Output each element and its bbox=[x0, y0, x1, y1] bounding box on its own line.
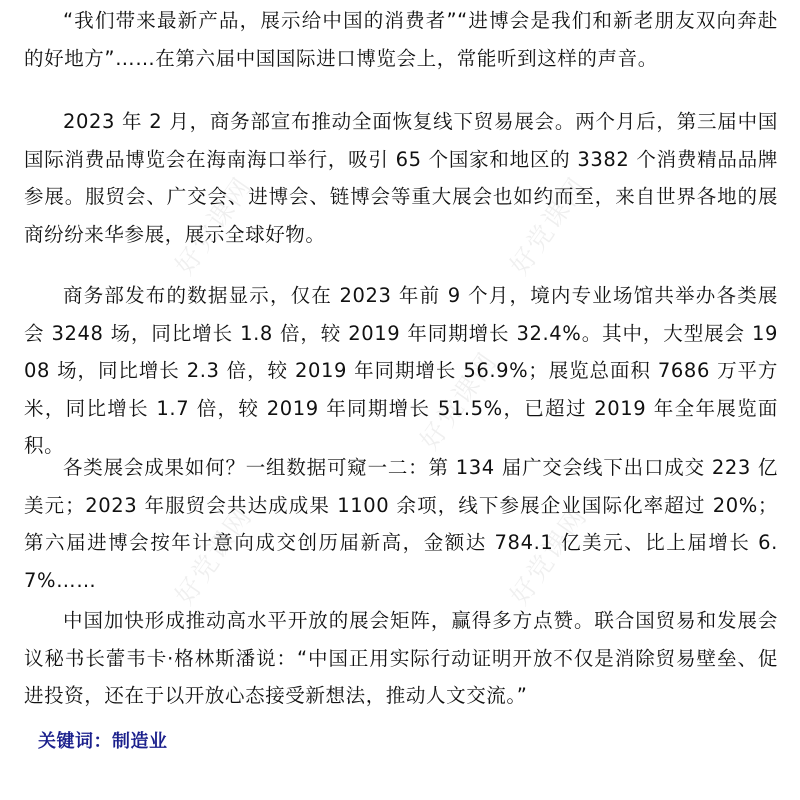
watermark: 好党课网 bbox=[504, 501, 594, 611]
watermark: 好党课网 bbox=[169, 171, 259, 281]
watermark: 好党课网 bbox=[504, 171, 594, 281]
paragraph-un-quote: 中国加快形成推动高水平开放的展会矩阵，赢得多方点赞。联合国贸易和发展会议秘书长蕾韦卡·格林斯潘说：“中国正用实际行动证明开放不仅是消除贸易壁垒、促进投资，还在于以开放心态接受新想法，推动人文交流。” bbox=[24, 609, 778, 708]
watermark: 好党课网 bbox=[414, 346, 504, 456]
keywords-label: 关键词：制造业 bbox=[38, 731, 168, 752]
watermark: 好党课网 bbox=[169, 501, 259, 611]
paragraph-results: 各类展会成果如何？一组数据可窥一二：第 134 届广交会线下出口成交 223 亿美元；2023 年服贸会共达成成果 1100 余项，线下参展企业国际化率超过 20%；第六届进博会按年计意向成交创历届新高，金额达 784.1 亿美元、比上届增长 6.7%…… bbox=[24, 456, 778, 592]
paragraph-statistics: 商务部发布的数据显示，仅在 2023 年前 9 个月，境内专业场馆共举办各类展会 3248 场，同比增长 1.8 倍，较 2019 年同期增长 32.4%。其中，大型展会 1908 场，同比增长 2.3 倍，较 2019 年同期增长 56.9%；展览总面积 7686 万平方米，同比增长 1.7 倍，较 2019 年同期增长 51.5%，已超过 2019 年全年展览面积。 bbox=[24, 284, 778, 458]
paragraph-intro: “我们带来最新产品，展示给中国的消费者”“进博会是我们和新老朋友双向奔赴的好地方”……在第六届中国国际进口博览会上，常能听到这样的声音。 bbox=[24, 9, 778, 70]
paragraph-trade-fairs-resume: 2023 年 2 月，商务部宣布推动全面恢复线下贸易展会。两个月后，第三届中国国际消费品博览会在海南海口举行，吸引 65 个国家和地区的 3382 个消费精品品牌参展。服贸会、广交会、进博会、链博会等重大展会也如约而至，来自世界各地的展商纷纷来华参展，展示全球好物。 bbox=[24, 110, 778, 246]
